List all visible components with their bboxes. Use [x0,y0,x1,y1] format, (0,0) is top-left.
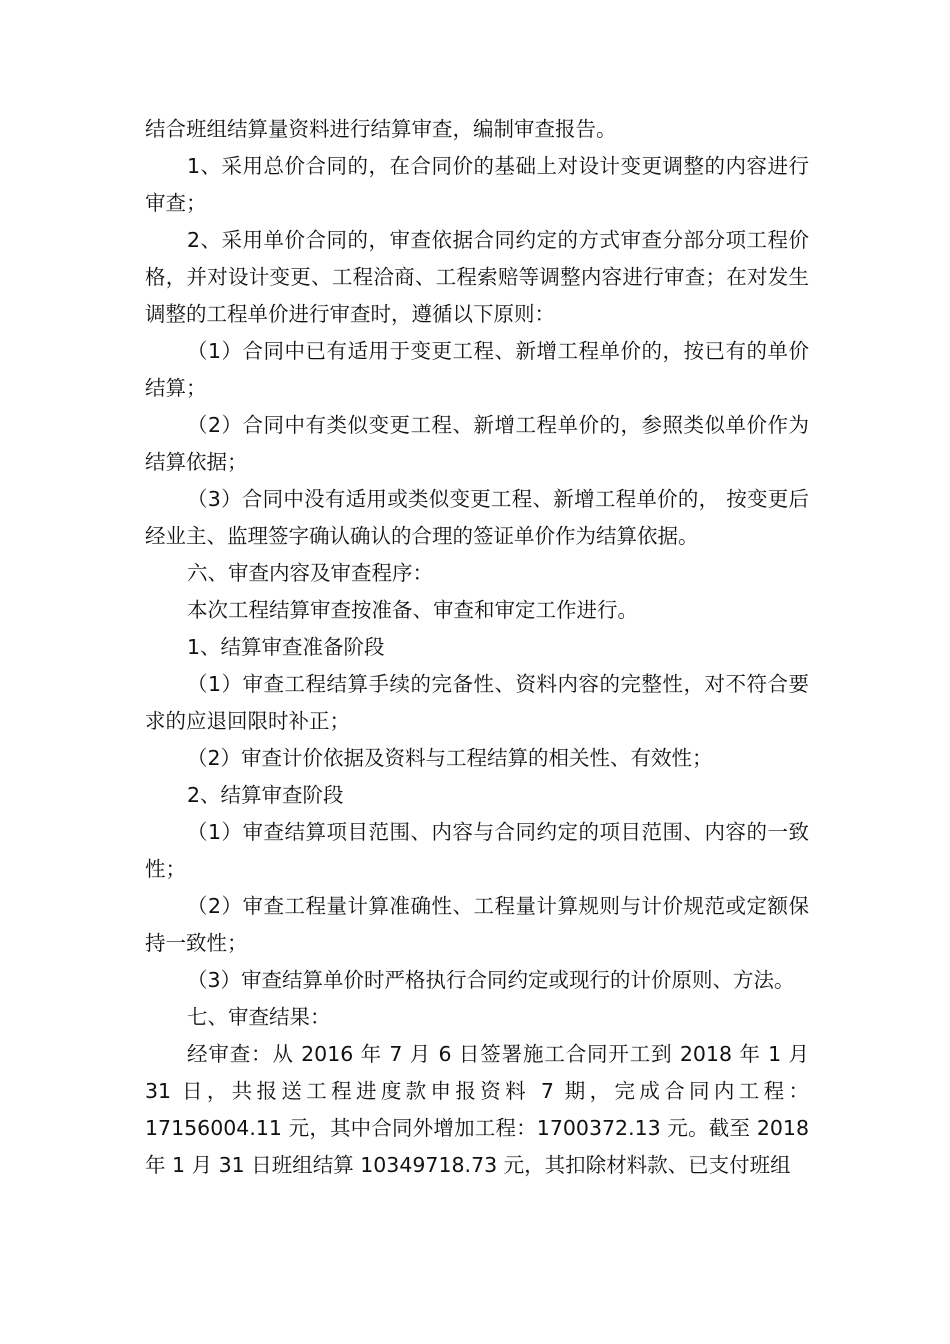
paragraph-subitem-2: （2）合同中有类似变更工程、新增工程单价的，参照类似单价作为结算依据； [145,413,809,474]
section-heading-6: 六、审查内容及审查程序： [187,561,433,585]
subheading-review-stage: 2、结算审查阶段 [187,783,344,807]
paragraph-review-3: （3）审查结算单价时严格执行合同约定或现行的计价原则、方法。 [187,968,795,992]
paragraph-continuation: 结合班组结算量资料进行结算审查，编制审查报告。 [145,117,617,141]
paragraph-prep-1: （1）审查工程结算手续的完备性、资料内容的完整性，对不符合要求的应退回限时补正； [145,672,809,733]
paragraph-prep-2: （2）审查计价依据及资料与工程结算的相关性、有效性； [187,746,713,770]
paragraph-subitem-1: （1）合同中已有适用于变更工程、新增工程单价的，按已有的单价结算； [145,339,809,400]
paragraph-item-1-lump-sum: 1、采用总价合同的，在合同价的基础上对设计变更调整的内容进行审查； [145,154,809,215]
subheading-prep-stage: 1、结算审查准备阶段 [187,635,385,659]
paragraph-review-intro: 本次工程结算审查按准备、审查和审定工作进行。 [187,598,638,622]
paragraph-item-2-unit-price: 2、采用单价合同的，审查依据合同约定的方式审查分部分项工程价格，并对设计变更、工程洽商、工程索赔等调整内容进行审查；在对发生调整的工程单价进行审查时，遵循以下原则： [145,228,809,326]
paragraph-review-2: （2）审查工程量计算准确性、工程量计算规则与计价规范或定额保持一致性； [145,894,809,955]
document-body [145,111,809,1184]
paragraph-review-1: （1）审查结算项目范围、内容与合同约定的项目范围、内容的一致性； [145,820,809,881]
section-heading-7: 七、审查结果： [187,1005,331,1029]
paragraph-subitem-3: （3）合同中没有适用或类似变更工程、新增工程单价的， 按变更后经业主、监理签字确认确认的合理的签证单价作为结算依据。 [145,487,809,548]
paragraph-review-result: 经审查：从 2016 年 7 月 6 日签署施工合同开工到 2018 年 1 月 31 日，共报送工程进度款申报资料 7 期，完成合同内工程：17156004.11 元，其中合同外增加工程：1700372.13 元。截至 2018 年 1 月 31 日班组结算 10349718.73 元，其扣除材料款、已支付班组 [145,1042,809,1177]
